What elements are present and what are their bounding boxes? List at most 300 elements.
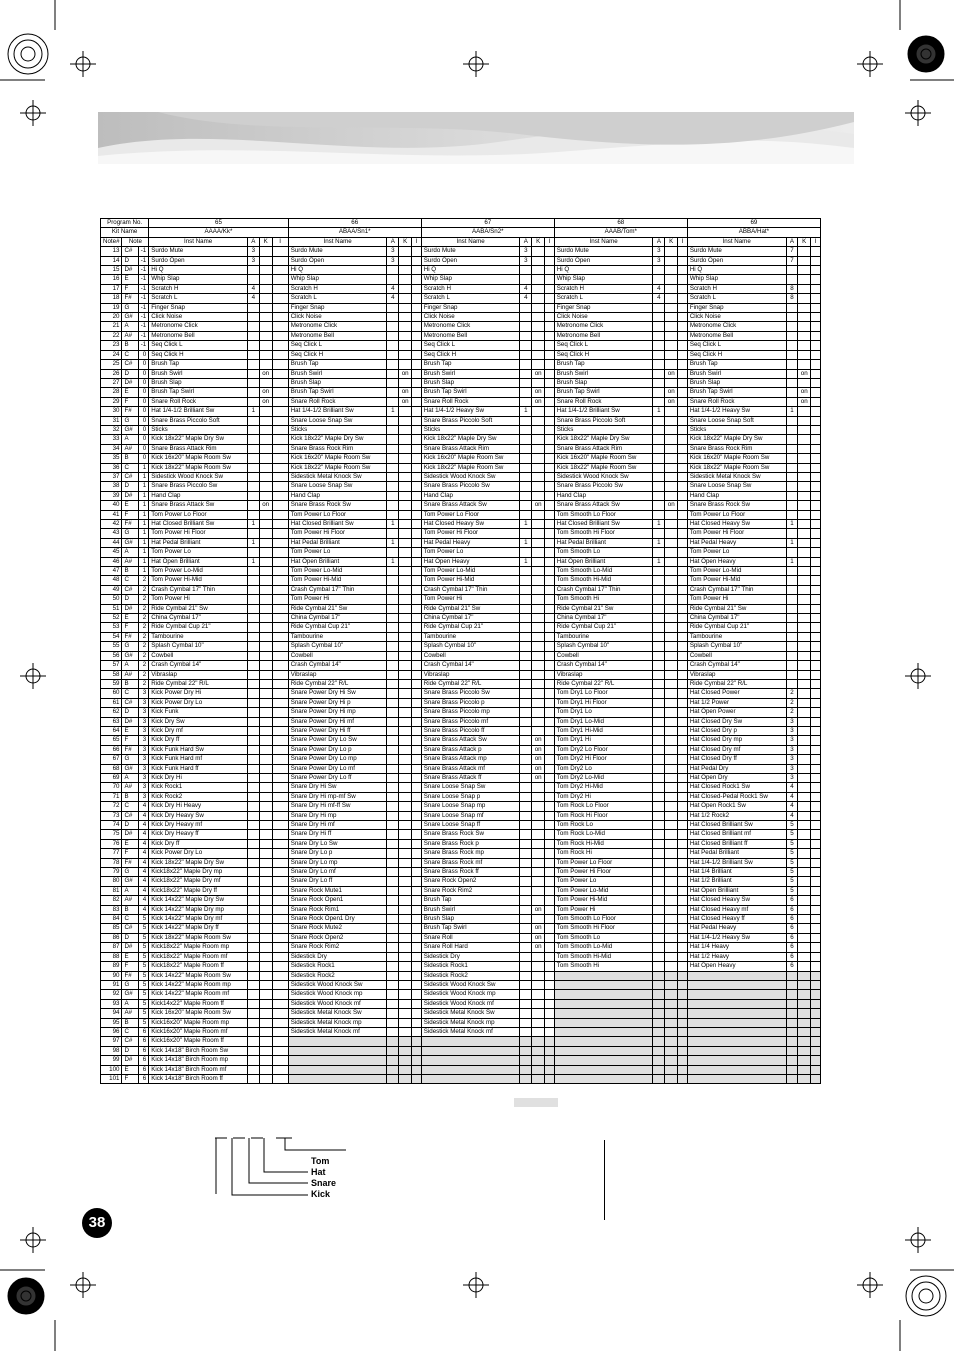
inst-name-cell: Hand Clap <box>149 491 248 500</box>
inst-name-cell: Ride Cymbal 22" R/L <box>421 679 520 688</box>
inst-name-cell: Kick Funk Hard mf <box>149 755 248 764</box>
inst-name-cell: Kick14x22" Maple Room ff <box>149 999 248 1008</box>
inst-name-cell: Tom Power Hi-Mid <box>687 576 786 585</box>
inst-name-cell: Hat 1/4-1/2 Heavy Sw <box>421 407 520 416</box>
inst-name-cell: Cowbell <box>687 651 786 660</box>
note-name-cell: G# <box>122 538 138 547</box>
note-number-cell: 42 <box>101 520 122 529</box>
inst-name-cell: Sidestick Metal Knock mp <box>288 1018 387 1027</box>
inst-name-cell: Hand Clap <box>554 491 653 500</box>
inst-name-cell: Snare Brass Piccolo Sw <box>421 482 520 491</box>
octave-cell: 5 <box>138 1009 149 1018</box>
inst-name-cell: Tom Dry1 Lo-Mid <box>554 717 653 726</box>
octave-cell: 5 <box>138 962 149 971</box>
octave-cell: 4 <box>138 811 149 820</box>
note-name-cell: A <box>122 886 138 895</box>
inst-name-cell: Hat 1/2 Power <box>687 698 786 707</box>
octave-cell: 4 <box>138 839 149 848</box>
inst-name-cell: Snare Brass Piccolo Soft <box>421 416 520 425</box>
note-name-cell: A# <box>122 783 138 792</box>
inst-name-cell: Snare Dry Lo mp <box>288 858 387 867</box>
inst-name-cell: Snare Loose Snap Sw <box>421 783 520 792</box>
inst-name-cell: Crash Cymbal 17" Thin <box>149 585 248 594</box>
col-i: I <box>272 237 288 246</box>
note-number-cell: 74 <box>101 821 122 830</box>
page-number: 38 <box>82 1208 112 1238</box>
inst-name-cell: Snare Brass Piccolo Sw <box>421 689 520 698</box>
octave-cell: -1 <box>138 247 149 256</box>
col-a: A <box>387 237 399 246</box>
inst-name-cell: Kick Dry Heavy Sw <box>149 811 248 820</box>
inst-name-cell: Tom Dry1 Lo Floor <box>554 689 653 698</box>
key-off-cell: on <box>399 369 412 378</box>
octave-cell: -1 <box>138 313 149 322</box>
inst-name-cell: Tom Dry1 Hi <box>554 736 653 745</box>
inst-name-cell: Ride Cymbal Cup 21" <box>687 623 786 632</box>
inst-name-cell: Sidestick Metal Knock Sw <box>288 472 387 481</box>
note-number-cell: 43 <box>101 529 122 538</box>
note-name-cell: E <box>122 726 138 735</box>
inst-name-cell: Scratch H <box>554 284 653 293</box>
inst-name-cell: Tom Dry2 Lo-Mid <box>554 773 653 782</box>
note-number-cell: 46 <box>101 557 122 566</box>
inst-name-cell: Kick Dry Hi Heavy <box>149 802 248 811</box>
inst-name-cell: Hat Pedal Heavy <box>421 538 520 547</box>
note-number-cell: 37 <box>101 472 122 481</box>
octave-cell: 1 <box>138 567 149 576</box>
inst-name-cell: Finger Snap <box>421 303 520 312</box>
key-off-cell: on <box>532 933 545 942</box>
note-number-cell: 71 <box>101 792 122 801</box>
col-i: I <box>678 237 688 246</box>
inst-name-cell: Snare Dry Hi mf <box>288 821 387 830</box>
key-off-cell: on <box>532 905 545 914</box>
inst-name-cell: Tom Power Lo-Mid <box>421 567 520 576</box>
octave-cell: 4 <box>138 896 149 905</box>
inst-name-cell: Kick 14x22" Maple Room mp <box>149 980 248 989</box>
note-number-cell: 91 <box>101 980 122 989</box>
assign-a-cell: 2 <box>786 698 798 707</box>
octave-cell: 2 <box>138 623 149 632</box>
note-name-cell: C <box>122 802 138 811</box>
inst-name-cell: Kick Dry ff <box>149 736 248 745</box>
inst-name-cell: Sidestick Wood Knock mp <box>421 990 520 999</box>
octave-cell: 3 <box>138 792 149 801</box>
inst-name-cell: Scratch H <box>687 284 786 293</box>
note-number-cell: 96 <box>101 1027 122 1036</box>
assign-a-cell: 5 <box>786 886 798 895</box>
inst-name-cell: Crash Cymbal 17" Thin <box>554 585 653 594</box>
assign-a-cell: 4 <box>786 802 798 811</box>
assign-a-cell: 5 <box>786 877 798 886</box>
inst-name-cell: Click Noise <box>149 313 248 322</box>
key-off-cell: on <box>665 397 678 406</box>
inst-name-cell: Seq Click H <box>421 350 520 359</box>
inst-name-cell: Snare Brass Rock mf <box>421 858 520 867</box>
inst-name-cell: Tom Power Lo <box>421 548 520 557</box>
octave-cell: 3 <box>138 755 149 764</box>
inst-name-cell: China Cymbal 17" <box>421 614 520 623</box>
octave-cell: 0 <box>138 416 149 425</box>
inst-name-cell: Snare Brass Attack ff <box>421 773 520 782</box>
assign-a-cell: 1 <box>520 538 532 547</box>
note-name-cell: G# <box>122 313 138 322</box>
octave-cell: 5 <box>138 933 149 942</box>
inst-name-cell: Tom Power Hi Floor <box>554 868 653 877</box>
inst-name-cell: Crash Cymbal 14" <box>288 661 387 670</box>
inst-name-cell: Tom Power Lo <box>687 548 786 557</box>
octave-cell: 4 <box>138 868 149 877</box>
inst-name-cell: Tom Smooth Lo <box>554 548 653 557</box>
note-name-cell: C <box>122 576 138 585</box>
inst-name-cell: Hand Clap <box>288 491 387 500</box>
assign-a-cell: 3 <box>520 247 532 256</box>
inst-name-cell: Kick16x20" Maple Room ff <box>149 1037 248 1046</box>
assign-a-cell: 3 <box>786 717 798 726</box>
assign-a-cell: 1 <box>520 520 532 529</box>
octave-cell: 4 <box>138 830 149 839</box>
assign-a-cell: 7 <box>786 256 798 265</box>
inst-name-cell: Scratch H <box>288 284 387 293</box>
inst-name-cell: Hat Closed Rock1 Sw <box>687 783 786 792</box>
octave-cell: 1 <box>138 529 149 538</box>
inst-name-cell: Tom Smooth Lo <box>554 933 653 942</box>
inst-name-cell: Tom Dry2 Hi Floor <box>554 755 653 764</box>
inst-name-cell: Seq Click H <box>149 350 248 359</box>
inst-name-cell: Hat Open Dry <box>687 773 786 782</box>
octave-cell: 2 <box>138 595 149 604</box>
inst-name-cell: Sidestick Wood Knock Sw <box>149 472 248 481</box>
assign-a-cell: 3 <box>653 247 665 256</box>
note-number-cell: 14 <box>101 256 122 265</box>
inst-name-cell: Snare Rock Rim2 <box>421 886 520 895</box>
assign-a-cell: 3 <box>653 256 665 265</box>
inst-name-cell: Sidestick Wood Knock Sw <box>421 980 520 989</box>
assign-a-cell: 3 <box>786 726 798 735</box>
octave-cell: 6 <box>138 1074 149 1083</box>
note-name-cell: D <box>122 595 138 604</box>
assign-a-cell: 1 <box>387 407 399 416</box>
note-name-cell: E <box>122 1065 138 1074</box>
inst-name-cell: Ride Cymbal 22" R/L <box>687 679 786 688</box>
kit-name: AABA/Sn2* <box>421 228 554 237</box>
note-name-cell: D# <box>122 943 138 952</box>
inst-name-cell: Snare Dry Lo Sw <box>288 839 387 848</box>
note-name-cell: D# <box>122 266 138 275</box>
inst-name-cell: Kick Rock2 <box>149 792 248 801</box>
note-number-cell: 86 <box>101 933 122 942</box>
note-name-cell: C# <box>122 247 138 256</box>
col-inst-name: Inst Name <box>421 237 520 246</box>
note-name-cell: A <box>122 548 138 557</box>
inst-name-cell: Tambourine <box>149 632 248 641</box>
assign-a-cell: 3 <box>520 256 532 265</box>
inst-name-cell: Hand Clap <box>421 491 520 500</box>
legend-tom: Tom <box>311 1156 330 1166</box>
inst-name-cell: Kick16x20" Maple Room mf <box>149 1027 248 1036</box>
inst-name-cell: Hat Pedal Heavy <box>687 538 786 547</box>
inst-name-cell: Metronome Bell <box>554 331 653 340</box>
inst-name-cell: Kick Funk Hard Sw <box>149 745 248 754</box>
octave-cell: 0 <box>138 454 149 463</box>
note-number-cell: 20 <box>101 313 122 322</box>
inst-name-cell: Seq Click L <box>149 341 248 350</box>
note-name-cell: G <box>122 303 138 312</box>
inst-name-cell: Kick 14x22" Maple Dry mp <box>149 905 248 914</box>
inst-name-cell: Tom Dry1 Hi-Mid <box>554 726 653 735</box>
inst-name-cell: Tom Rock Hi <box>554 849 653 858</box>
inst-name-cell: Tom Power Lo Floor <box>149 510 248 519</box>
note-name-cell: G <box>122 529 138 538</box>
note-name-cell: F# <box>122 745 138 754</box>
inst-name-cell: Snare Dry Hi mp-mf Sw <box>288 792 387 801</box>
inst-name-cell: Finger Snap <box>687 303 786 312</box>
inst-name-cell: Brush Slap <box>288 378 387 387</box>
inst-name-cell: Hat 1/4 Brilliant <box>687 868 786 877</box>
octave-cell: 3 <box>138 717 149 726</box>
octave-cell: 4 <box>138 802 149 811</box>
inst-name-cell: Brush Slap <box>149 378 248 387</box>
inst-name-cell: Whip Slap <box>149 275 248 284</box>
inst-name-cell: Vibraslap <box>421 670 520 679</box>
octave-cell: -1 <box>138 256 149 265</box>
inst-name-cell: Tom Smooth Hi-Mid <box>554 952 653 961</box>
inst-name-cell: Crash Cymbal 14" <box>421 661 520 670</box>
inst-name-cell: Hat Closed Power <box>687 689 786 698</box>
note-name-cell: F# <box>122 632 138 641</box>
inst-name-cell: Brush Tap Swirl <box>421 388 520 397</box>
col-inst-name: Inst Name <box>554 237 653 246</box>
octave-cell: 4 <box>138 849 149 858</box>
assign-a-cell: 2 <box>786 689 798 698</box>
inst-name-cell: Scratch L <box>554 294 653 303</box>
col-note: Note <box>122 237 149 246</box>
note-number-cell: 76 <box>101 839 122 848</box>
note-number-cell: 41 <box>101 510 122 519</box>
inst-name-cell: Hat Closed Heavy ff <box>687 915 786 924</box>
inst-name-cell: Hat Open Heavy <box>421 557 520 566</box>
program-number: 65 <box>149 219 288 228</box>
octave-cell: 2 <box>138 614 149 623</box>
octave-cell: 3 <box>138 708 149 717</box>
inst-name-cell: Metronome Click <box>687 322 786 331</box>
note-name-cell: A <box>122 773 138 782</box>
inst-name-cell: Scratch L <box>149 294 248 303</box>
inst-name-cell: Brush Tap Swirl <box>687 388 786 397</box>
inst-name-cell: Sticks <box>687 425 786 434</box>
note-name-cell: B <box>122 567 138 576</box>
inst-name-cell: Kick 16x20" Maple Room Sw <box>288 454 387 463</box>
inst-name-cell: Hat Pedal Brilliant <box>149 538 248 547</box>
note-number-cell: 52 <box>101 614 122 623</box>
note-name-cell: D <box>122 821 138 830</box>
note-name-cell: C <box>122 463 138 472</box>
inst-name-cell: Snare Loose Snap ff <box>421 821 520 830</box>
inst-name-cell: China Cymbal 17" <box>687 614 786 623</box>
octave-cell: 5 <box>138 924 149 933</box>
note-name-cell: E <box>122 952 138 961</box>
note-name-cell: E <box>122 388 138 397</box>
inst-name-cell: Snare Brass Attack mf <box>421 764 520 773</box>
inst-name-cell: Hat 1/4 Heavy <box>687 943 786 952</box>
note-number-cell: 19 <box>101 303 122 312</box>
note-name-cell: F <box>122 962 138 971</box>
assign-a-cell: 6 <box>786 924 798 933</box>
octave-cell: 4 <box>138 821 149 830</box>
note-number-cell: 17 <box>101 284 122 293</box>
octave-cell: -1 <box>138 303 149 312</box>
note-number-cell: 16 <box>101 275 122 284</box>
inst-name-cell: Hat Closed Brilliant Sw <box>149 520 248 529</box>
note-number-cell: 40 <box>101 501 122 510</box>
note-number-cell: 78 <box>101 858 122 867</box>
inst-name-cell: Hat Closed Brilliant Sw <box>687 821 786 830</box>
inst-name-cell: Click Noise <box>687 313 786 322</box>
key-off-cell: on <box>532 924 545 933</box>
note-number-cell: 15 <box>101 266 122 275</box>
key-off-cell: on <box>532 745 545 754</box>
inst-name-cell: Kick 16x20" Maple Room Sw <box>687 454 786 463</box>
note-number-cell: 85 <box>101 924 122 933</box>
inst-name-cell: Ride Cymbal 22" R/L <box>288 679 387 688</box>
inst-name-cell: Tambourine <box>421 632 520 641</box>
inst-name-cell: Tom Power Lo <box>554 877 653 886</box>
assign-a-cell: 4 <box>520 294 532 303</box>
inst-name-cell: Brush Slap <box>687 378 786 387</box>
note-number-cell: 73 <box>101 811 122 820</box>
note-name-cell: D# <box>122 1056 138 1065</box>
inst-name-cell: Ride Cymbal Cup 21" <box>149 623 248 632</box>
note-name-cell: D <box>122 369 138 378</box>
inst-name-cell: Hat Closed Dry mf <box>687 745 786 754</box>
inst-name-cell: Brush Swirl <box>149 369 248 378</box>
note-number-cell: 94 <box>101 1009 122 1018</box>
inst-name-cell: Finger Snap <box>288 303 387 312</box>
note-name-cell: B <box>122 1018 138 1027</box>
assign-a-cell: 1 <box>653 557 665 566</box>
note-number-cell: 77 <box>101 849 122 858</box>
inst-name-cell: Tom Smooth Lo-Mid <box>554 567 653 576</box>
inst-name-cell: Brush Swirl <box>421 905 520 914</box>
inst-name-cell: Snare Brass Attack Sw <box>421 501 520 510</box>
inst-name-cell: Hat Closed Dry p <box>687 726 786 735</box>
col-i: I <box>412 237 422 246</box>
note-name-cell: G <box>122 868 138 877</box>
inst-name-cell: Snare Brass Piccolo Soft <box>149 416 248 425</box>
inst-name-cell: Hat Open Brilliant <box>554 557 653 566</box>
key-off-cell: on <box>532 943 545 952</box>
inst-name-cell: Ride Cymbal 21" Sw <box>687 604 786 613</box>
note-name-cell: A <box>122 999 138 1008</box>
inst-name-cell: Kick18x22" Maple Dry ff <box>149 886 248 895</box>
kit-name: AAAA/Kk* <box>149 228 288 237</box>
inst-name-cell: Cowbell <box>421 651 520 660</box>
key-off-cell: on <box>665 388 678 397</box>
note-name-cell: C# <box>122 811 138 820</box>
inst-name-cell: Sidestick Rock2 <box>288 971 387 980</box>
inst-name-cell: Snare Brass Piccolo p <box>421 698 520 707</box>
inst-name-cell: Kick 18x22" Maple Room Sw <box>554 463 653 472</box>
inst-name-cell: Snare Brass Piccolo ff <box>421 726 520 735</box>
note-name-cell: F <box>122 849 138 858</box>
inst-name-cell: Snare Brass Piccolo mf <box>421 717 520 726</box>
note-number-cell: 98 <box>101 1046 122 1055</box>
assign-a-cell: 4 <box>653 284 665 293</box>
inst-name-cell: Ride Cymbal Cup 21" <box>554 623 653 632</box>
octave-cell: 5 <box>138 952 149 961</box>
inst-name-cell: Sidestick Metal Knock mf <box>288 1027 387 1036</box>
octave-cell: 5 <box>138 971 149 980</box>
inst-name-cell: Hat Closed Heavy Sw <box>421 520 520 529</box>
inst-name-cell: Scratch H <box>149 284 248 293</box>
inst-name-cell: Snare Loose Snap Sw <box>288 482 387 491</box>
inst-name-cell: Hat Closed Brilliant ff <box>687 839 786 848</box>
note-number-cell: 92 <box>101 990 122 999</box>
note-name-cell: C <box>122 350 138 359</box>
assign-a-cell: 5 <box>786 849 798 858</box>
octave-cell: 6 <box>138 1037 149 1046</box>
note-number-cell: 67 <box>101 755 122 764</box>
note-number-cell: 93 <box>101 999 122 1008</box>
inst-name-cell: Scratch L <box>421 294 520 303</box>
inst-name-cell: Splash Cymbal 10" <box>288 642 387 651</box>
inst-name-cell: Tom Rock Lo Floor <box>554 802 653 811</box>
inst-name-cell: Kick 14x22" Maple Room mf <box>149 990 248 999</box>
note-number-cell: 61 <box>101 698 122 707</box>
inst-name-cell: Tom Power Hi Floor <box>421 529 520 538</box>
inst-name-cell: Sidestick Metal Knock mp <box>421 1018 520 1027</box>
inst-name-cell: Sidestick Wood Knock mf <box>421 999 520 1008</box>
inst-name-cell: Snare Roll Rock <box>288 397 387 406</box>
assign-a-cell: 4 <box>520 284 532 293</box>
note-number-cell: 60 <box>101 689 122 698</box>
note-name-cell: E <box>122 839 138 848</box>
note-number-cell: 69 <box>101 773 122 782</box>
inst-name-cell: Sticks <box>554 425 653 434</box>
inst-name-cell: Kick 18x22" Maple Dry Sw <box>149 858 248 867</box>
assign-a-cell: 3 <box>387 247 399 256</box>
inst-name-cell: Sidestick Dry <box>288 952 387 961</box>
assign-a-cell: 6 <box>786 952 798 961</box>
inst-name-cell: Tom Power Lo <box>288 548 387 557</box>
col-a: A <box>520 237 532 246</box>
inst-name-cell: Kick 14x18" Birch Room ff <box>149 1074 248 1083</box>
inst-name-cell: Crash Cymbal 14" <box>687 661 786 670</box>
inst-name-cell: Hat Closed Brilliant Sw <box>554 520 653 529</box>
inst-name-cell: Brush Swirl <box>554 369 653 378</box>
note-number-cell: 21 <box>101 322 122 331</box>
col-note-number: Note# <box>101 237 122 246</box>
key-off-cell: on <box>259 369 272 378</box>
inst-name-cell: Snare Power Dry Lo ff <box>288 773 387 782</box>
note-name-cell: B <box>122 905 138 914</box>
note-number-cell: 24 <box>101 350 122 359</box>
inst-name-cell: Hat Closed Dry mp <box>687 736 786 745</box>
assign-a-cell: 5 <box>786 858 798 867</box>
inst-name-cell: Sidestick Wood Knock Sw <box>421 472 520 481</box>
inst-name-cell: Snare Power Dry Hi Sw <box>288 689 387 698</box>
inst-name-cell: Tom Dry1 Lo <box>554 708 653 717</box>
inst-name-cell: Snare Loose Snap Soft <box>687 416 786 425</box>
assign-a-cell: 8 <box>786 284 798 293</box>
note-name-cell: F# <box>122 858 138 867</box>
octave-cell: 1 <box>138 472 149 481</box>
inst-name-cell: Tom Power Lo-Mid <box>554 886 653 895</box>
octave-cell: 1 <box>138 463 149 472</box>
note-name-cell: D <box>122 256 138 265</box>
inst-name-cell: Crash Cymbal 17" Thin <box>421 585 520 594</box>
note-number-cell: 99 <box>101 1056 122 1065</box>
